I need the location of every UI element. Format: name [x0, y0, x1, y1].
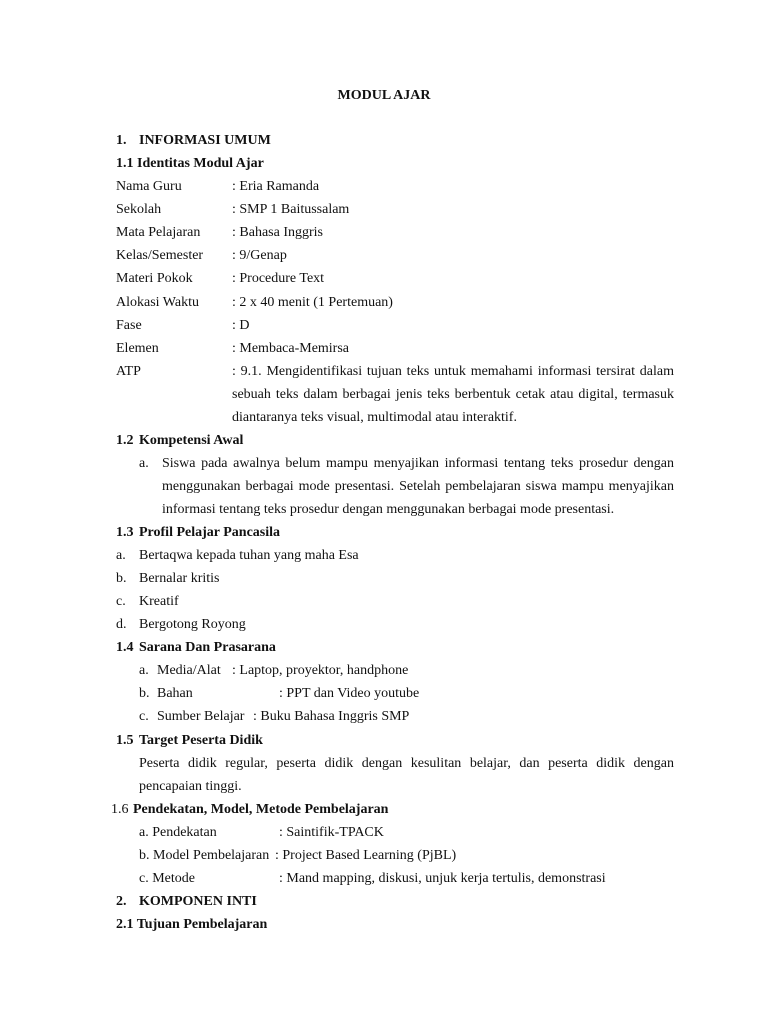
identity-label-materi-pokok: Materi Pokok — [116, 271, 193, 286]
identity-value-fase: : D — [232, 318, 250, 333]
profil-item-marker: a. — [116, 548, 126, 563]
sarana-item-value: : Laptop, proyektor, handphone — [232, 663, 409, 678]
subsection-1-1-heading: 1.1 Identitas Modul Ajar — [116, 156, 264, 171]
subsection-1-4-number: 1.4 — [116, 640, 134, 655]
section-1-number: 1. — [116, 133, 127, 148]
identity-label-elemen: Elemen — [116, 341, 159, 356]
pendekatan-item-value: : Saintifik-TPACK — [279, 825, 384, 840]
identity-value-mata-pelajaran: : Bahasa Inggris — [232, 225, 323, 240]
subsection-2-1-heading: 2.1 Tujuan Pembelajaran — [116, 917, 268, 932]
identity-value-elemen: : Membaca-Memirsa — [232, 341, 350, 356]
subsection-1-6-heading: Pendekatan, Model, Metode Pembelajaran — [133, 802, 389, 817]
subsection-1-2-number: 1.2 — [116, 433, 134, 448]
identity-label-sekolah: Sekolah — [116, 202, 162, 217]
identity-value-atp: : 9.1. Mengidentifikasi tujuan teks untuk memahami informasi tersirat dalam sebuah teks dalam berbagai jenis teks berbentuk cetak atau digital, termasuk diantaranya teks visual, multimodal atau interaktif. — [232, 364, 674, 425]
pendekatan-item-label: c. Metode — [139, 871, 195, 886]
subsection-1-3-heading: Profil Pelajar Pancasila — [139, 525, 281, 540]
sarana-item-label: Media/Alat — [157, 663, 221, 678]
sarana-item-label: Sumber Belajar — [157, 709, 245, 724]
pendekatan-item-value: : Mand mapping, diskusi, unjuk kerja tertulis, demonstrasi — [279, 871, 606, 886]
identity-label-alokasi-waktu: Alokasi Waktu — [116, 295, 199, 310]
subsection-1-4-heading: Sarana Dan Prasarana — [139, 640, 276, 655]
profil-item-marker: d. — [116, 617, 127, 632]
identity-value-alokasi-waktu: : 2 x 40 menit (1 Pertemuan) — [232, 295, 393, 310]
target-peserta-text: Peserta didik regular, peserta didik dengan kesulitan belajar, dan peserta didik dengan pencapaian tinggi. — [139, 756, 674, 794]
profil-item-marker: c. — [116, 594, 126, 609]
subsection-1-5-number: 1.5 — [116, 733, 134, 748]
profil-item-text: Bernalar kritis — [139, 571, 220, 586]
section-2-number: 2. — [116, 894, 127, 909]
identity-label-atp: ATP — [116, 364, 141, 379]
sarana-item-label: Bahan — [157, 686, 193, 701]
section-1-heading: INFORMASI UMUM — [139, 133, 271, 148]
identity-label-mata-pelajaran: Mata Pelajaran — [116, 225, 201, 240]
subsection-1-2-heading: Kompetensi Awal — [139, 433, 244, 448]
profil-item-text: Bertaqwa kepada tuhan yang maha Esa — [139, 548, 359, 563]
identity-label-fase: Fase — [116, 318, 142, 333]
page-title: MODUL AJAR — [337, 88, 431, 103]
identity-label-nama-guru: Nama Guru — [116, 179, 182, 194]
subsection-1-6-number: 1.6 — [111, 802, 129, 817]
subsection-1-3-number: 1.3 — [116, 525, 134, 540]
identity-label-kelas-semester: Kelas/Semester — [116, 248, 204, 263]
subsection-1-5-heading: Target Peserta Didik — [139, 733, 263, 748]
profil-item-text: Bergotong Royong — [139, 617, 246, 632]
sarana-item-marker: c. — [139, 709, 149, 724]
identity-value-nama-guru: : Eria Ramanda — [232, 179, 320, 194]
profil-item-marker: b. — [116, 571, 127, 586]
kompetensi-item-text: Siswa pada awalnya belum mampu menyajikan informasi tentang teks prosedur dengan menggunakan berbagai mode presentasi. Setelah pembelajaran siswa mampu menyajikan informasi tentang teks prosedur dengan menggunakan berbagai mode presentasi. — [162, 456, 674, 517]
identity-value-materi-pokok: : Procedure Text — [232, 271, 325, 286]
kompetensi-item-marker: a. — [139, 456, 149, 471]
sarana-item-value: : Buku Bahasa Inggris SMP — [253, 709, 410, 724]
sarana-item-marker: b. — [139, 686, 150, 701]
sarana-item-value: : PPT dan Video youtube — [279, 686, 420, 701]
pendekatan-item-label: b. Model Pembelajaran — [139, 848, 270, 863]
sarana-item-marker: a. — [139, 663, 149, 678]
section-2-heading: KOMPONEN INTI — [139, 894, 257, 909]
profil-item-text: Kreatif — [139, 594, 179, 609]
pendekatan-item-value: : Project Based Learning (PjBL) — [275, 848, 457, 863]
identity-value-sekolah: : SMP 1 Baitussalam — [232, 202, 350, 217]
identity-value-kelas-semester: : 9/Genap — [232, 248, 287, 263]
pendekatan-item-label: a. Pendekatan — [139, 825, 217, 840]
